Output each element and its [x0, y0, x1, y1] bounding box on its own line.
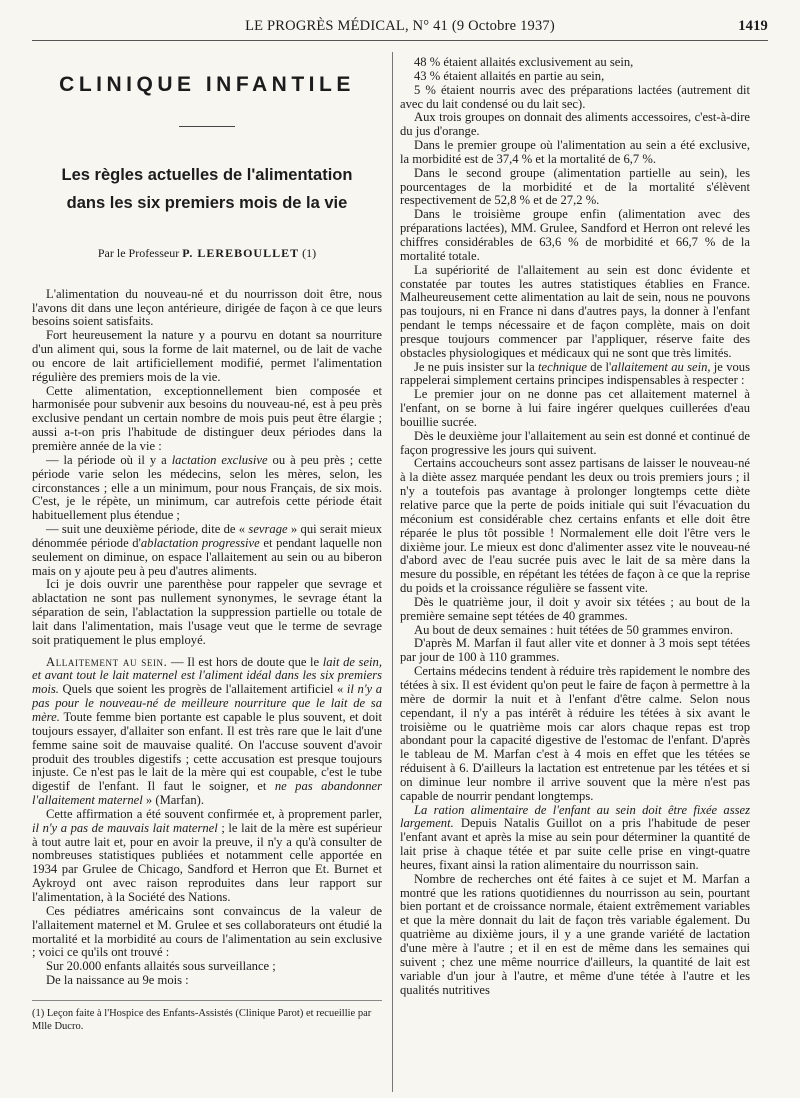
paragraph: La supériorité de l'allaitement au sein est donc évidente et constatée par toutes les autres statistiques établies en France. Malheureusement cette alimentation au lait de sein, nous ne pouvons pas toujours, ni en France ni dans d'autres pays, la donner à l'enfant pendant le temps nécessaire et de façon complète, mais on doit presque toujours commencer par l'appliquer, réserve faite des obstacles physiologiques et médicaux qui ne sont que très limités.	[400, 262, 750, 360]
paragraph: Sur 20.000 enfants allaités sous surveillance ;	[46, 959, 276, 974]
text-run: Depuis Natalis Guillot on a pris l'habitude de peser l'enfant avant et après la mise au sein pour déterminer la quantité de lait prise à chaque tétée et par suite celle prise en vingt-quatre heures, fixant ainsi la ration alimentaire du nourrisson sain.	[400, 816, 750, 872]
paragraph: Dès le quatrième jour, il doit y avoir six tétées ; au bout de la première semaine sept tétées de 40 grammes.	[400, 594, 750, 623]
paragraph: Certains accoucheurs sont assez partisans de laisser le nouveau-né à la diète assez marquée pendant les deux ou trois premiers jours ; il n'y a toutefois pas avantage à prolonger longtemps cette diète relative parce que la perte de poids initiale qui suit l'évacuation du méconium est considérable chez certains enfants et elle doit être réparée le plus tôt possible ! Normalement elle doit l'être vers le dixième jour. Le mieux est donc d'alimenter assez vite le nouveau-né d'abord avec de l'eau sucrée puis avec le lait de sa mère dans la mesure du possible, en répétant les tétées de façon à ce que la reprise du poids et la croissance régulière se fassent vite.	[400, 456, 750, 596]
paragraph: Dans le second groupe (alimentation partielle au sein), les pourcentages de la morbidité et de la mortalité s'élèvent respectivement de 52,8 % et de 27,2 %.	[400, 165, 750, 208]
journal-title: LE PROGRÈS MÉDICAL, N° 41 (9 Octobre 1937)	[245, 18, 555, 34]
byline	[32, 247, 382, 261]
paragraph: D'après M. Marfan il faut aller vite et donner à 3 mois sept tétées par jour de 100 à 110 grammes.	[400, 636, 750, 665]
section-title: CLINIQUE INFANTILE	[59, 73, 355, 96]
paragraph	[32, 656, 382, 808]
text-run: il n'y a pas pour le nouveau-né de meilleure nourriture que le lait de sa mère.	[32, 682, 382, 724]
paragraph	[32, 808, 382, 905]
article-title-line-1: Les règles actuelles de l'alimentation	[61, 165, 353, 184]
paragraph: Ces pédiatres américains sont convaincus de la valeur de l'allaitement maternel et M. Grulee et ses collaborateurs ont étudié la mortalité et la morbidité au cours de l'alimentation au sein exclusive ; voici ce qu'ils ont trouvé :	[32, 903, 382, 960]
footnote-rule	[32, 1000, 382, 1001]
text-run: » qui serait mieux dénommée période d'	[32, 522, 382, 550]
paragraph: Aux trois groupes on donnait des aliments accessoires, c'est-à-dire du jus d'orange.	[400, 110, 750, 139]
paragraph	[32, 454, 382, 523]
text-run: Toute femme bien portante est capable le plus souvent, et doit toujours essayer, d'allaiter son enfant. Il est très rare que le lait d'une femme saine soit de mauvaise qualité. On l'accuse souvent d'avoir produit des troubles digestifs ; cette accusation est presque toujours injuste. Ce n'est pas le lait de la mère qui est coupable, c'est le tube digestif de l'enfant. Il faut le soigner, et	[32, 710, 382, 794]
column-divider	[392, 52, 393, 1092]
paragraph	[400, 804, 750, 873]
paragraph: Dans le premier groupe où l'alimentation au sein a été exclusive, la morbidité est de 37,4 % et la mortalité de 6,7 %.	[400, 138, 750, 166]
byline-prefix: Par le Professeur	[97, 245, 180, 260]
list-item: 43 % étaient allaités en partie au sein,	[414, 68, 605, 83]
text-run: — Il est hors de doute que le	[167, 654, 323, 669]
paragraph: L'alimentation du nouveau-né et du nourrisson doit être, nous l'avons dit dans une leçon antérieure, dirigée de façon à ce que leurs besoins soient satisfaits.	[32, 286, 382, 329]
text-run: sevrage	[248, 522, 288, 537]
text-run: technique	[538, 359, 587, 374]
paragraph: Le premier jour on ne donne pas cet allaitement maternel à l'enfant, on se borne à lui faire ingérer quelques cuillerées d'eau bouillie sucrée.	[400, 387, 750, 429]
paragraph: Certains médecins tendent à réduire très rapidement le nombre des tétées à six. Il est évident qu'on peut le faire de façon à permettre à la mère de dormir la nuit et à l'enfant d'être calme. Selon nous cependant, il n'y a pas intérêt à réduire les tétées à six avant le troisième ou le quatrième mois car alors chaque repas est trop abondant pour la capacité digestive de l'estomac de l'enfant. D'après le tableau de M. Marfan c'est à 4 mois en effet que les tétées se réduisent à 6. D'ailleurs la lactation est entretenue par les tétées et si on diminue leur nombre il arrive souvent que la mère n'est pas capable de nourrir pendant longtemps.	[400, 664, 750, 803]
text-run: — suit une deuxième période, dite de «	[46, 522, 249, 537]
paragraph	[400, 361, 750, 389]
text-run: il n'y a pas de mauvais lait maternel	[32, 820, 218, 835]
title-rule	[179, 126, 235, 127]
page-number: 1419	[738, 18, 768, 34]
paragraph	[32, 523, 382, 578]
left-column	[32, 56, 382, 1033]
paragraph: Dès le deuxième jour l'allaitement au sein est donné et continué de façon progressive les jours qui suivent.	[400, 428, 750, 457]
paragraph: Nombre de recherches ont été faites à ce sujet et M. Marfan a montré que les rations quotidiennes du nourrisson au sein, pourtant bien portant et de croissance normale, étaient extrêmement variables et que la mère donnait du lait de façon très variable également. Du quatrième au dixième jours, il y a une grande variété de lactation d'une mère à l'autre ; et il en est de même dans les semaines qui suivent ; chez une même nourrice d'ailleurs, la quantité de lait est variable d'un jour à l'autre, et même d'une tétée à l'autre et les qualités nutritives	[400, 871, 750, 997]
paragraph: Cette alimentation, exceptionnellement bien composée et harmonisée pour subvenir aux besoins du nouveau-né, est à peu près exclusive pendant un certain nombre de mois puis peut être élargie ; aussi a-t-on pris l'habitude de distinguer deux périodes dans la première année de la vie :	[32, 383, 382, 453]
article-title-line-2: dans les six premiers mois de la vie	[66, 193, 348, 212]
text-run: — la période où il y a	[46, 452, 172, 467]
text-run: ou à peu près ; cette période varie selon les médecins, selon les mères, selon, les circonstances ; elle a un minimum, pour nous Français, de six mois. C'est, je le répète, un minimum, car autrefois cette période était habituellement plus étendue ;	[32, 452, 382, 523]
text-run: Cette affirmation a été souvent confirmée et, à proprement parler,	[46, 806, 382, 821]
statistics-list	[400, 56, 750, 111]
byline-author: P. LEREBOULLET	[182, 245, 300, 260]
text-run: je vous rappelerai simplement certains principes indispensables à respecter :	[400, 359, 750, 388]
article-title	[32, 161, 382, 217]
running-header	[32, 18, 768, 40]
footnote: (1) Leçon faite à l'Hospice des Enfants-Assistés (Clinique Parot) et recueillie par Mlle Ducro.	[32, 1007, 372, 1032]
text-run: ne pas abandonner l'allaitement maternel	[32, 779, 382, 808]
text-run: et pendant laquelle non seulement on diminue, on espace l'allaitement au sein ou au biberon mais on y ajoute peu à peu d'autres aliments.	[32, 535, 382, 578]
text-run: lait de sein, et avant tout le lait maternel est l'aliment idéal dans les six premiers mois.	[32, 654, 382, 697]
byline-ref: (1)	[302, 245, 317, 260]
paragraph: Dans le troisième groupe enfin (alimentation avec des préparations lactées), MM. Grulee, Sandford et Herron ont relevé les chiffres considérables de 63,6 % de morbidité et 66,7 % de la mortalité totale.	[400, 207, 750, 263]
text-run: de l'	[586, 359, 612, 374]
paragraph: De la naissance au 9e mois :	[46, 973, 189, 988]
text-run: allaitement au sein,	[611, 359, 711, 374]
text-run: » (Marfan).	[142, 793, 204, 808]
paragraph: Fort heureusement la nature y a pourvu en dotant sa nourriture d'un aliment qui, sous la forme de lait maternel, ou de lait de vache ou encore de lait artificiellement modifié, permet l'alimentation régulière des premiers mois de la vie.	[32, 328, 382, 384]
list-item: 48 % étaient allaités exclusivement au sein,	[414, 55, 634, 69]
header-rule	[32, 40, 768, 41]
text-run: Je ne puis insister sur la	[414, 359, 539, 374]
text-run: ; le lait de la mère est supérieur à tout autre lait et, pour en avoir la preuve, il n'y a qu'à consulter de nombreuses statistiques publiées et notamment celle apportée en 1934 par Grulee de Chicago, Sandford et Herron que Et. Burnet et Aykroyd ont avec raison reproduites dans leur rapport sur l'alimentation, à la Société des Nations.	[32, 820, 382, 904]
subsection-heading: Allaitement au sein.	[46, 654, 168, 669]
paragraph: Ici je dois ouvrir une parenthèse pour rappeler que sevrage et ablactation ne sont pas nullement synonymes, le sevrage étant la séparation de sein, l'ablactation la suppression partielle ou totale de lait dans l'alimentation, mais l'usage veut que le terme de sevrage soit pratiquement le plus employé.	[32, 577, 382, 647]
text-run: lactation exclusive	[171, 452, 268, 467]
list-item: 5 % étaient nourris avec des préparations lactées (autrement dit avec du lait condensé ou du lait sec).	[400, 82, 750, 111]
left-body	[32, 288, 382, 1033]
right-column	[400, 56, 750, 997]
text-run: Quels que soient les progrès de l'allaitement artificiel «	[58, 682, 347, 697]
text-run: La ration alimentaire de l'enfant au sein doit être fixée assez largement.	[400, 802, 750, 831]
text-run: ablactation progressive	[140, 535, 260, 550]
paragraph: Au bout de deux semaines : huit tétées de 50 grammes environ.	[414, 622, 733, 637]
